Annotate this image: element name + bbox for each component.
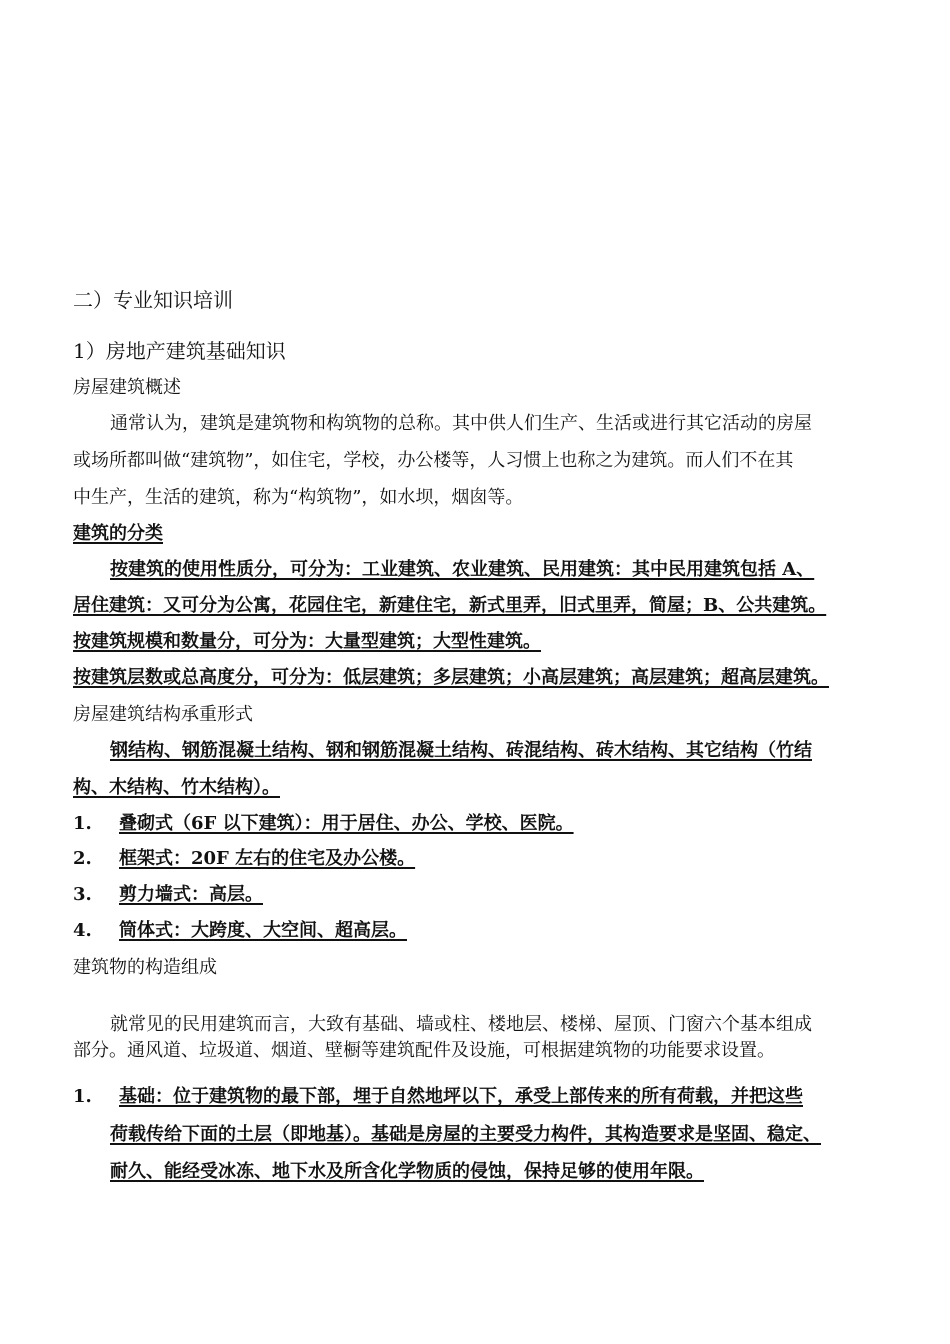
item-number: 1. — [73, 813, 92, 834]
composition-item-line: 耐久、能经受冰冻、地下水及所含化学物质的侵蚀，保持足够的使用年限。 — [110, 1161, 704, 1182]
overview-line: 中生产，生活的建筑，称为“构筑物”，如水坝，烟囱等。 — [73, 487, 524, 508]
composition-line: 部分。通风道、垃圾道、烟道、壁橱等建筑配件及设施，可根据建筑物的功能要求设置。 — [73, 1040, 775, 1061]
item-text: 筒体式：大跨度、大空间、超高层。 — [119, 920, 407, 941]
structure-line: 钢结构、钢筋混凝土结构、钢和钢筋混凝土结构、砖混结构、砖木结构、其它结构（竹结 — [110, 740, 812, 761]
section-heading: 二）专业知识培训 — [73, 288, 233, 312]
item-text: 基础：位于建筑物的最下部，埋于自然地坪以下，承受上部传来的所有荷载，并把这些 — [119, 1086, 803, 1107]
structure-item — [73, 883, 263, 907]
classification-line: 按建筑规模和数量分，可分为：大量型建筑；大型性建筑。 — [73, 631, 541, 652]
classification-title: 建筑的分类 — [73, 523, 163, 544]
item-number: 1. — [73, 1086, 92, 1107]
structure-line: 构、木结构、竹木结构）。 — [73, 777, 280, 798]
subsection-heading: 1）房地产建筑基础知识 — [73, 339, 286, 363]
overview-line: 或场所都叫做“建筑物”，如住宅，学校，办公楼等，人习惯上也称之为建筑。而人们不在其 — [73, 450, 794, 471]
item-number: 2. — [73, 848, 92, 869]
item-text: 叠砌式（6F 以下建筑）：用于居住、办公、学校、医院。 — [119, 813, 574, 834]
item-text: 剪力墙式：高层。 — [119, 884, 263, 905]
composition-item-line: 荷载传给下面的土层（即地基）。基础是房屋的主要受力构件，其构造要求是坚固、稳定、 — [110, 1124, 821, 1145]
classification-line: 按建筑层数或总高度分，可分为：低层建筑；多层建筑；小高层建筑；高层建筑；超高层建筑。 — [73, 667, 829, 688]
composition-title: 建筑物的构造组成 — [73, 957, 217, 978]
item-number: 3. — [73, 884, 92, 905]
item-text: 框架式：20F 左右的住宅及办公楼。 — [119, 848, 416, 869]
item-number: 4. — [73, 920, 92, 941]
structure-item — [73, 919, 407, 943]
structure-title: 房屋建筑结构承重形式 — [73, 704, 253, 725]
composition-item — [73, 1085, 803, 1109]
composition-line: 就常见的民用建筑而言，大致有基础、墙或柱、楼地层、楼梯、屋顶、门窗六个基本组成 — [110, 1014, 812, 1035]
structure-item — [73, 847, 415, 871]
classification-line: 居住建筑：又可分为公寓，花园住宅，新建住宅，新式里弄，旧式里弄，简屋；B、公共建筑。 — [73, 595, 827, 616]
classification-line: 按建筑的使用性质分，可分为：工业建筑、农业建筑、民用建筑：其中民用建筑包括 A、 — [110, 559, 815, 580]
overview-title: 房屋建筑概述 — [73, 377, 181, 398]
overview-line: 通常认为，建筑是建筑物和构筑物的总称。其中供人们生产、生活或进行其它活动的房屋 — [110, 413, 812, 434]
structure-item — [73, 812, 574, 836]
